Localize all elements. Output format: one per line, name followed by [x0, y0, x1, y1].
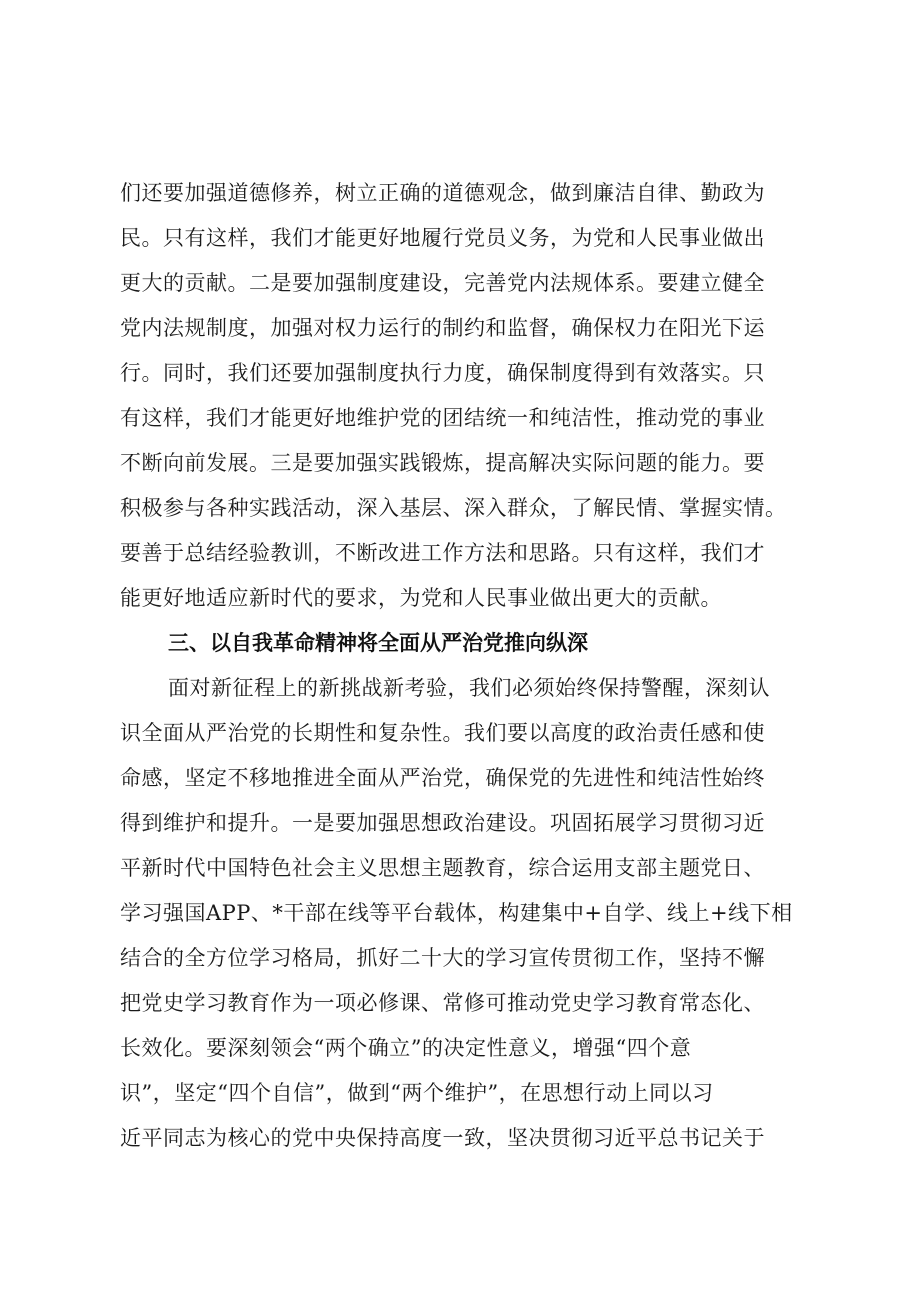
paragraph-1-line: 民。只有这样，我们才能更好地履行党员义务，为党和人民事业做出 — [120, 226, 765, 250]
paragraph-2-line: 近平同志为核心的党中央保持高度一致，坚决贯彻习近平总书记关于 — [120, 1126, 765, 1150]
paragraph-2-line: 学习强国APP、*干部在线等平台载体，构建集中+自学、线上+线下相 — [120, 901, 793, 925]
paragraph-2-line: 把党史学习教育作为一项必修课、常修可推动党史学习教育常态化、 — [120, 991, 765, 1015]
paragraph-2-line: 识全面从严治党的长期性和复杂性。我们要以高度的政治责任感和使 — [120, 721, 765, 745]
paragraph-1 — [120, 171, 820, 621]
paragraph-2-line: 识”，坚定“四个自信”，做到“两个维护”，在思想行动上同以习 — [120, 1081, 714, 1105]
section-heading: 三、以自我革命精神将全面从严治党推向纵深 — [168, 631, 588, 655]
paragraph-1-line: 积极参与各种实践活动，深入基层、深入群众，了解民情、掌握实情。 — [120, 496, 787, 520]
paragraph-2-line: 面对新征程上的新挑战新考验，我们必须始终保持警醒，深刻认 — [168, 676, 770, 700]
paragraph-1-line: 行。同时，我们还要加强制度执行力度，确保制度得到有效落实。只 — [120, 361, 765, 385]
paragraph-1-line: 更大的贡献。二是要加强制度建设，完善党内法规体系。要建立健全 — [120, 271, 765, 295]
paragraph-2-line: 得到维护和提升。一是要加强思想政治建设。巩固拓展学习贯彻习近 — [120, 811, 765, 835]
paragraph-2-line: 命感，坚定不移地推进全面从严治党，确保党的先进性和纯洁性始终 — [120, 766, 765, 790]
paragraph-1-line: 要善于总结经验教训，不断改进工作方法和思路。只有这样，我们才 — [120, 541, 765, 565]
paragraph-1-line: 有这样，我们才能更好地维护党的团结统一和纯洁性，推动党的事业 — [120, 406, 765, 430]
paragraph-1-line: 党内法规制度，加强对权力运行的制约和监督，确保权力在阳光下运 — [120, 316, 765, 340]
paragraph-2-line: 平新时代中国特色社会主义思想主题教育，综合运用支部主题党日、 — [120, 856, 765, 880]
paragraph-2 — [120, 666, 820, 1161]
paragraph-1-line: 不断向前发展。三是要加强实践锻炼，提高解决实际问题的能力。要 — [120, 451, 765, 475]
paragraph-2-line: 长效化。要深刻领会“两个确立”的决定性意义，增强“四个意 — [120, 1036, 692, 1060]
paragraph-1-line: 们还要加强道德修养，树立正确的道德观念，做到廉洁自律、勤政为 — [120, 181, 765, 205]
paragraph-1-line: 能更好地适应新时代的要求，为党和人民事业做出更大的贡献。 — [120, 586, 722, 610]
paragraph-2-line: 结合的全方位学习格局，抓好二十大的学习宣传贯彻工作，坚持不懈 — [120, 946, 765, 970]
document-body — [120, 171, 820, 1161]
